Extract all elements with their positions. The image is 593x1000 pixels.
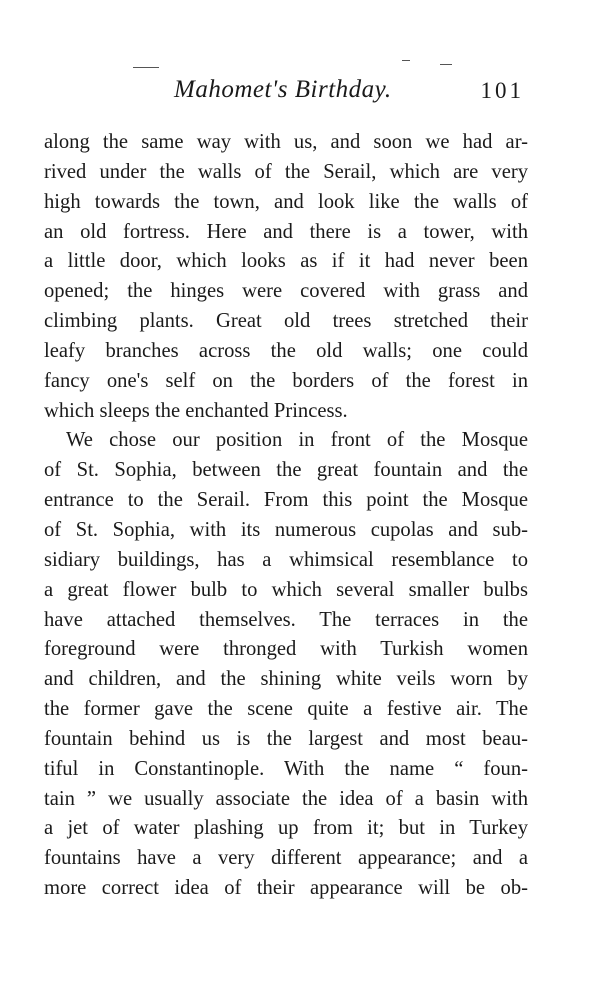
paragraph-2	[44, 426, 528, 904]
print-speck	[402, 60, 410, 61]
text-line: of St. Sophia, with its numerous cupolas and sub-	[44, 518, 528, 541]
text-line: have attached themselves. The terraces in the	[44, 608, 528, 631]
text-line: leafy branches across the old walls; one could	[44, 339, 528, 362]
text-line: a jet of water plashing up from it; but in Turkey	[44, 817, 528, 840]
text-line: more correct idea of their appearance will be ob-	[44, 877, 528, 900]
text-line: an old fortress. Here and there is a tower, with	[44, 220, 528, 243]
text-line: a little door, which looks as if it had never been	[44, 250, 528, 273]
print-speck	[133, 67, 159, 68]
text-line: We chose our position in front of the Mosque	[66, 429, 528, 452]
text-line: fountain behind us is the largest and most beau-	[44, 727, 528, 750]
body-text	[44, 128, 528, 904]
text-line: foreground were thronged with Turkish women	[44, 638, 528, 661]
text-line: tiful in Constantinople. With the name “ foun-	[44, 757, 528, 780]
paragraph-1	[44, 128, 528, 426]
print-speck	[440, 64, 452, 65]
text-line: fountains have a very different appearance; and a	[44, 847, 528, 870]
text-line: entrance to the Serail. From this point the Mosque	[44, 489, 528, 512]
text-line: sidiary buildings, has a whimsical resemblance to	[44, 548, 528, 571]
text-line: of St. Sophia, between the great fountain and the	[44, 459, 528, 482]
text-line: the former gave the scene quite a festive air. The	[44, 698, 528, 721]
text-line: and children, and the shining white veils worn by	[44, 668, 528, 691]
text-line: a great flower bulb to which several smaller bulbs	[44, 578, 528, 601]
text-line: tain ” we usually associate the idea of a basin with	[44, 787, 528, 810]
page-header	[44, 76, 524, 110]
text-line: rived under the walls of the Serail, which are very	[44, 160, 528, 183]
text-line: fancy one's self on the borders of the forest in	[44, 369, 528, 392]
text-line: climbing plants. Great old trees stretched their	[44, 310, 528, 333]
text-line: opened; the hinges were covered with grass and	[44, 280, 528, 303]
running-title: Mahomet's Birthday.	[174, 76, 392, 103]
text-line: which sleeps the enchanted Princess.	[44, 399, 348, 422]
text-line: along the same way with us, and soon we had ar-	[44, 131, 528, 153]
page-number: 101	[480, 78, 524, 103]
text-line: high towards the town, and look like the walls of	[44, 190, 528, 213]
